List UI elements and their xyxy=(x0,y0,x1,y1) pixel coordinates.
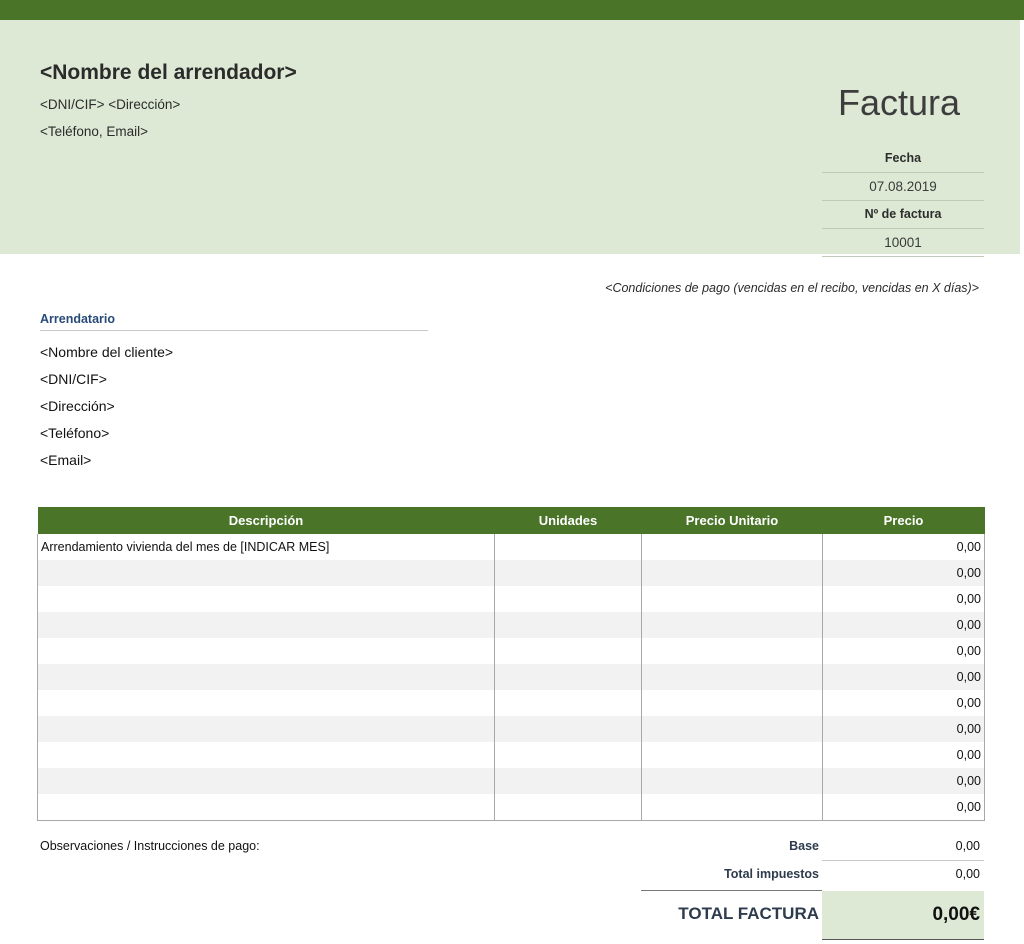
description-cell[interactable] xyxy=(38,768,495,794)
payment-terms[interactable]: <Condiciones de pago (vencidas en el recibo, vencidas en X días)> xyxy=(605,281,979,295)
table-row xyxy=(38,768,985,794)
items-table xyxy=(37,507,985,821)
table-row xyxy=(38,664,985,690)
invoice-title: Factura xyxy=(837,82,960,123)
table-header-row xyxy=(38,507,985,534)
table-row xyxy=(38,586,985,612)
tenant-id[interactable]: <DNI/CIF> xyxy=(40,371,107,387)
price-cell[interactable]: 0,00 xyxy=(823,534,985,560)
price-cell[interactable]: 0,00 xyxy=(823,612,985,638)
landlord-contact: <Teléfono, Email> xyxy=(40,124,149,139)
units-cell[interactable] xyxy=(495,638,642,664)
table-row xyxy=(38,690,985,716)
units-cell[interactable] xyxy=(495,794,642,821)
tenant-address[interactable]: <Dirección> xyxy=(40,398,115,414)
total-value: 0,00€ xyxy=(932,904,980,925)
taxes-value[interactable]: 0,00 xyxy=(955,867,980,881)
unit-price-cell[interactable] xyxy=(642,664,823,690)
units-cell[interactable] xyxy=(495,612,642,638)
description-cell[interactable] xyxy=(38,560,495,586)
price-cell[interactable]: 0,00 xyxy=(823,586,985,612)
column-header-unit-price: Precio Unitario xyxy=(642,507,823,534)
taxes-label: Total impuestos xyxy=(724,867,819,881)
unit-price-cell[interactable] xyxy=(642,768,823,794)
description-cell[interactable]: Arrendamiento vivienda del mes de [INDICAR MES] xyxy=(38,534,495,560)
tenant-name[interactable]: <Nombre del cliente> xyxy=(40,344,174,360)
unit-price-cell[interactable] xyxy=(642,612,823,638)
description-cell[interactable] xyxy=(38,664,495,690)
tenant-email[interactable]: <Email> xyxy=(40,452,92,468)
price-cell[interactable]: 0,00 xyxy=(823,690,985,716)
table-row xyxy=(38,612,985,638)
description-cell[interactable] xyxy=(38,716,495,742)
units-cell[interactable] xyxy=(495,768,642,794)
total-box xyxy=(822,891,984,940)
table-row xyxy=(38,560,985,586)
table-row xyxy=(38,638,985,664)
base-label: Base xyxy=(789,839,819,853)
units-cell[interactable] xyxy=(495,534,642,560)
price-cell[interactable]: 0,00 xyxy=(823,664,985,690)
unit-price-cell[interactable] xyxy=(642,742,823,768)
column-header-price: Precio xyxy=(823,507,985,534)
price-cell[interactable]: 0,00 xyxy=(823,716,985,742)
column-header-description: Descripción xyxy=(38,507,495,534)
unit-price-cell[interactable] xyxy=(642,690,823,716)
divider xyxy=(641,890,822,891)
unit-price-cell[interactable] xyxy=(642,716,823,742)
description-cell[interactable] xyxy=(38,794,495,821)
units-cell[interactable] xyxy=(495,586,642,612)
landlord-id-address: <DNI/CIF> <Dirección> xyxy=(40,97,181,112)
description-cell[interactable] xyxy=(38,612,495,638)
divider xyxy=(822,860,984,861)
invoice-meta xyxy=(822,145,984,257)
unit-price-cell[interactable] xyxy=(642,794,823,821)
unit-price-cell[interactable] xyxy=(642,638,823,664)
description-cell[interactable] xyxy=(38,638,495,664)
table-row xyxy=(38,794,985,821)
invoice-number-label: Nº de factura xyxy=(822,201,984,229)
price-cell[interactable]: 0,00 xyxy=(823,768,985,794)
unit-price-cell[interactable] xyxy=(642,586,823,612)
units-cell[interactable] xyxy=(495,716,642,742)
units-cell[interactable] xyxy=(495,664,642,690)
top-color-band xyxy=(0,0,1024,20)
base-value: 0,00 xyxy=(955,839,980,853)
units-cell[interactable] xyxy=(495,742,642,768)
unit-price-cell[interactable] xyxy=(642,534,823,560)
date-value[interactable]: 07.08.2019 xyxy=(822,173,984,201)
table-row xyxy=(38,716,985,742)
unit-price-cell[interactable] xyxy=(642,560,823,586)
column-header-units: Unidades xyxy=(495,507,642,534)
units-cell[interactable] xyxy=(495,690,642,716)
price-cell[interactable]: 0,00 xyxy=(823,794,985,821)
invoice-number-value[interactable]: 10001 xyxy=(822,229,984,257)
tenant-label: Arrendatario xyxy=(40,312,428,331)
table-row xyxy=(38,534,985,560)
price-cell[interactable]: 0,00 xyxy=(823,560,985,586)
observations-label: Observaciones / Instrucciones de pago: xyxy=(40,839,260,853)
landlord-name: <Nombre del arrendador> xyxy=(40,61,297,84)
description-cell[interactable] xyxy=(38,742,495,768)
units-cell[interactable] xyxy=(495,560,642,586)
table-row xyxy=(38,742,985,768)
total-label: TOTAL FACTURA xyxy=(678,904,819,923)
tenant-phone[interactable]: <Teléfono> xyxy=(40,425,110,441)
price-cell[interactable]: 0,00 xyxy=(823,742,985,768)
description-cell[interactable] xyxy=(38,690,495,716)
date-label: Fecha xyxy=(822,145,984,173)
price-cell[interactable]: 0,00 xyxy=(823,638,985,664)
description-cell[interactable] xyxy=(38,586,495,612)
